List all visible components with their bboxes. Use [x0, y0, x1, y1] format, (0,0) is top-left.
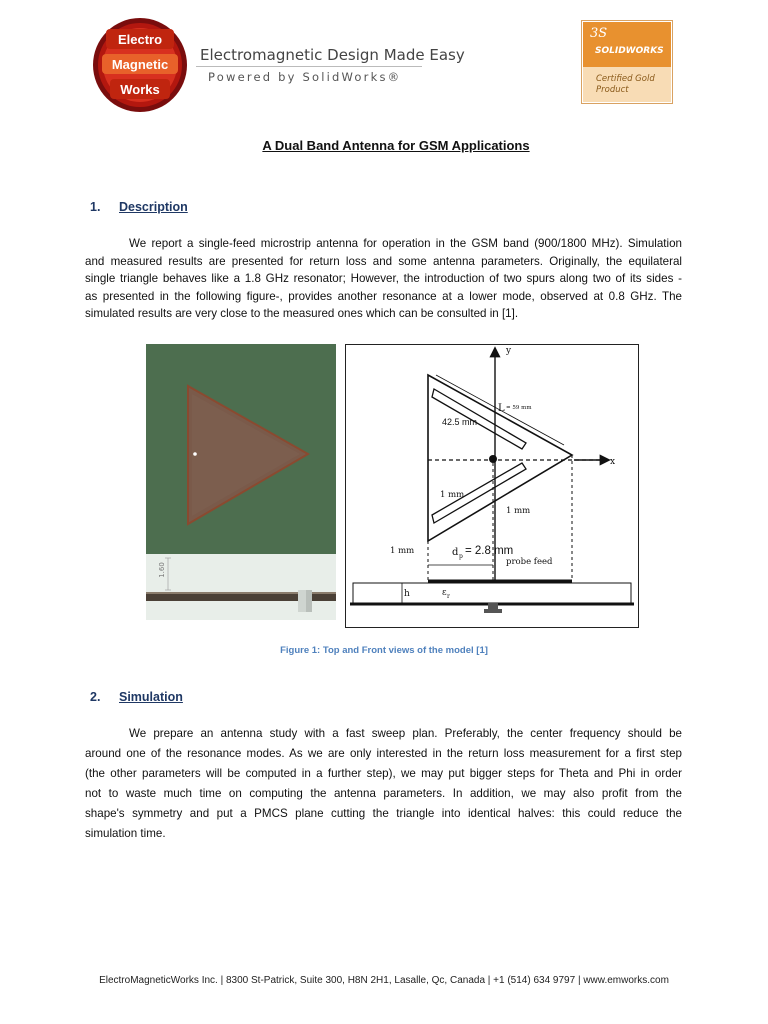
- scale-label: 1.60: [157, 562, 166, 578]
- paragraph-line: (the other parameters will be computed in a further step), we may put bigger steps for Theta and Phi in order: [85, 767, 682, 780]
- powered-by-text: Powered by SolidWorks®: [208, 70, 402, 84]
- x-axis-label: x: [610, 457, 616, 467]
- dp-symbol: d: [452, 547, 459, 558]
- probe-feed-label: probe feed: [506, 557, 553, 567]
- permittivity-subscript: r: [447, 593, 450, 600]
- tagline: Electromagnetic Design Made Easy: [200, 46, 465, 64]
- gap-label: 1 mm: [390, 546, 415, 556]
- document-title: A Dual Band Antenna for GSM Applications: [262, 138, 530, 153]
- ds-mark: 3S: [590, 26, 608, 41]
- paragraph-line: We report a single-feed microstrip antenna for operation in the GSM band (900/1800 MHz). Simulation: [129, 237, 682, 250]
- section-2-paragraph: [85, 724, 682, 844]
- spur-width-label-1: 1 mm: [440, 490, 465, 500]
- paragraph-line: simulation time.: [85, 827, 166, 840]
- solidworks-certified-badge: [581, 20, 673, 104]
- permittivity-label: ε: [442, 588, 447, 598]
- logo-text-line-2: Magnetic: [111, 57, 169, 72]
- dp-subscript: p: [459, 553, 463, 560]
- paragraph-line: single triangle behaves like a 1.8 GHz resonator; However, the introduction of two spurs along two of its sides -: [85, 272, 682, 286]
- figure-caption: Figure 1: Top and Front views of the model [1]: [280, 645, 488, 656]
- paragraph-line: simulated results are very close to the measured ones which can be consulted in [1].: [85, 307, 519, 321]
- section-1-title: Description: [119, 200, 188, 214]
- badge-cert-line-2: Product: [596, 85, 629, 95]
- figure-top-view-render: [146, 344, 336, 620]
- length-value: = 59 mm: [506, 405, 532, 411]
- length-symbol: L: [498, 403, 505, 414]
- tagline-rule: [196, 66, 422, 67]
- spur-length-label: 42.5 mm: [442, 417, 478, 427]
- logo-text-line-1: Electro: [117, 32, 163, 47]
- paragraph-line: and measured results are presented for return loss and some antenna parameters. Originally, the equilateral: [85, 254, 682, 268]
- paragraph-line: as presented in the following figure-, provides another resonance at a lower mode, observed at 0.8 GHz. The: [85, 289, 682, 303]
- paragraph-line: around one of the resonance modes. As we are only interested in the return loss measurement for a first step: [85, 747, 682, 760]
- paragraph-line: shape's symmetry and put a PMCS plane cutting the triangle into identical halves: this could reduce the: [85, 807, 682, 820]
- paragraph-line: We prepare an antenna study with a fast sweep plan. Preferably, the center frequency should be: [129, 727, 682, 740]
- badge-cert-line-1: Certified Gold: [596, 74, 655, 84]
- figure-schematic-diagram: [345, 344, 639, 628]
- section-2-title: Simulation: [119, 690, 183, 704]
- logo-text-line-3: Works: [120, 82, 160, 97]
- section-2-number: 2.: [90, 690, 101, 704]
- paragraph-line: not to waste much time on computing the antenna parameters. In addition, we may also profit from the: [85, 787, 682, 800]
- dp-value: = 2.8 mm: [465, 545, 514, 557]
- badge-brand: SOLIDWORKS: [595, 46, 664, 56]
- company-logo: [92, 16, 188, 114]
- page-footer: ElectroMagneticWorks Inc. | 8300 St-Patrick, Suite 300, H8N 2H1, Lasalle, Qc, Canada | +1 (514) 634 9797 | www.emworks.com: [99, 975, 669, 986]
- spur-width-label-2: 1 mm: [506, 506, 531, 516]
- height-label: h: [404, 589, 410, 599]
- y-axis-label: y: [506, 346, 512, 356]
- section-1-number: 1.: [90, 200, 101, 214]
- section-1-paragraph: [85, 235, 682, 323]
